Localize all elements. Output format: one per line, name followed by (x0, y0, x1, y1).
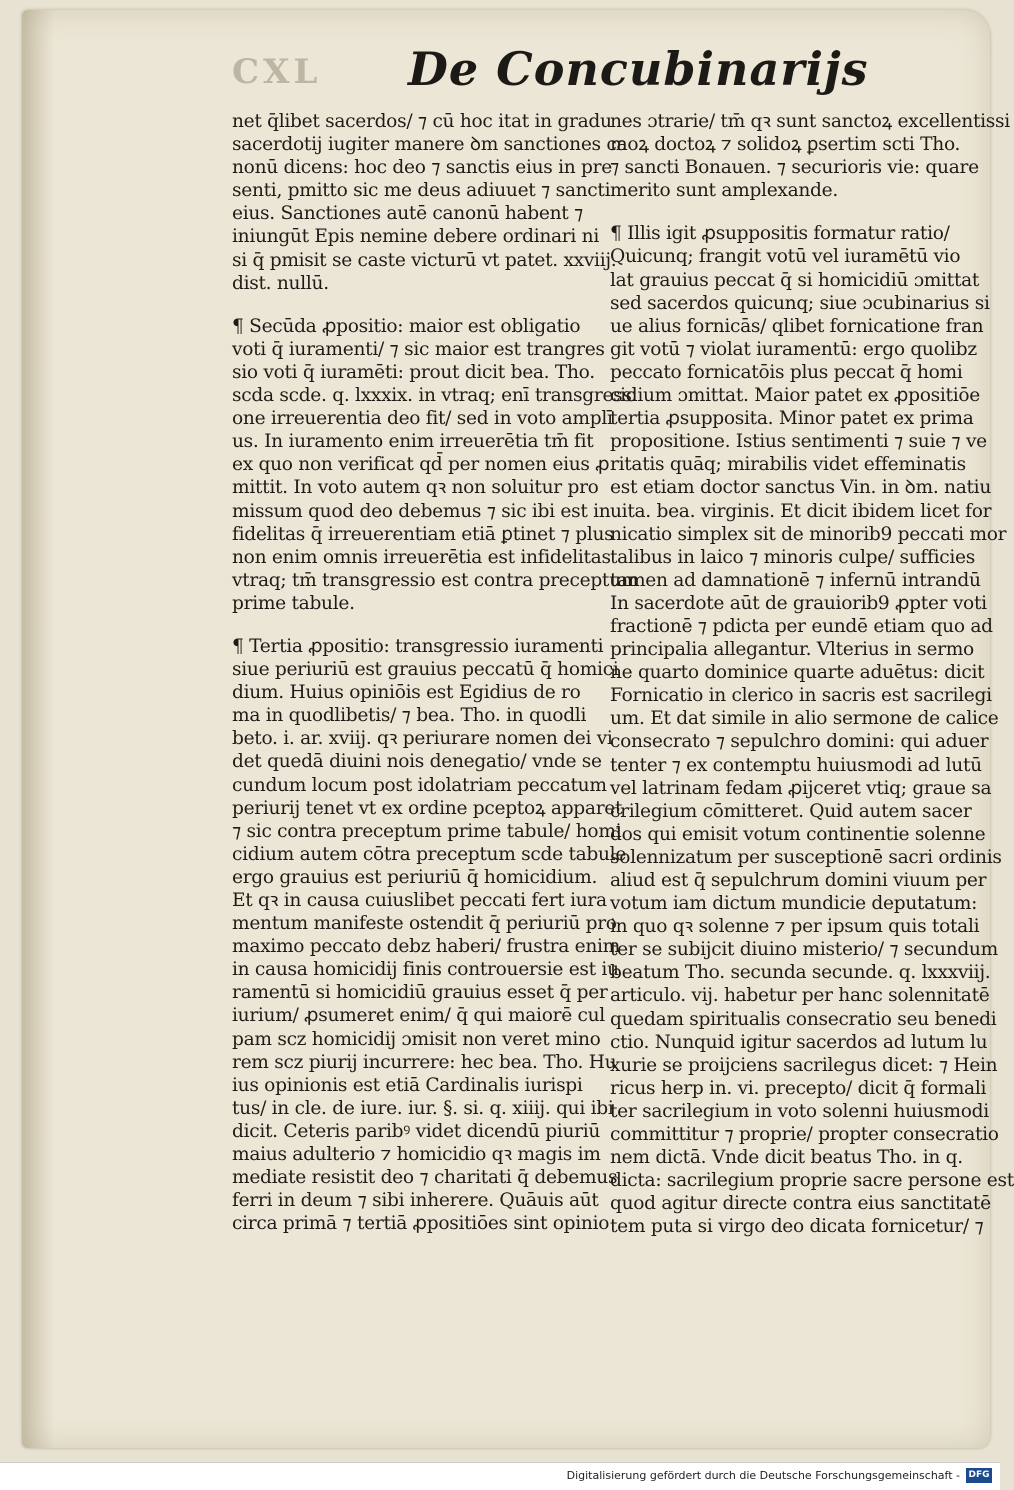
text-line: ¶ Illis igit ꝓsuppositis formatur ratio/ (610, 223, 950, 245)
text-line: ⁊ sic contra preceptum prime tabule/ homi (232, 820, 622, 842)
text-line: dium. Huius opiniōis est Egidius de ro (232, 682, 581, 704)
text-line: nes ɔtrarie/ tm̄ qꝛ sunt sanctoꝝ excellentissi (610, 111, 1010, 132)
text-line: siue periuriū est grauius peccatū q̄ homici (232, 659, 619, 681)
paragraph (232, 315, 639, 615)
text-line: consecrato ⁊ sepulchro domini: qui aduer (610, 731, 989, 753)
text-line: solennizatum per susceptionē sacri ordinis (610, 846, 1002, 868)
text-line: cundum locum post idolatriam peccatum (232, 774, 607, 796)
text-line: mediate resistit deo ⁊ charitati q̄ debemus (232, 1167, 618, 1189)
text-line: rem scz piurij incurrere: hec bea. Tho. Hu (232, 1051, 617, 1073)
text-line: principalia allegantur. Vlterius in sermo (610, 639, 974, 661)
text-line: maximo peccato debz haberi/ frustra enim (232, 936, 620, 958)
text-line: nem dictā. Vnde dicit beatus Tho. in q. (610, 1147, 963, 1169)
text-line: quedam spiritualis consecratio seu benedi (610, 1008, 997, 1030)
text-line: in quo qꝛ solenne ⁊ per ipsum quis totali (610, 916, 980, 938)
text-line: net q̄libet sacerdos/ ⁊ cū hoc itat in gradu (232, 111, 612, 132)
text-line: cidium autem cōtra preceptum scde tabule (232, 843, 627, 865)
text-line: xurie se proijciens sacrilegus dicet: ⁊ Hein (610, 1054, 998, 1076)
text-line: fractionē ⁊ pdicta per eundē etiam quo ad (610, 615, 993, 637)
text-line: lat grauius peccat q̄ si homicidiū ɔmittat (610, 269, 980, 291)
text-line: crilegium cōmitteret. Quid autem sacer (610, 800, 972, 822)
text-line: merito sunt amplexande. (610, 180, 838, 202)
text-line: one irreuerentia deo fit/ sed in voto amplī (232, 408, 613, 430)
text-line: dos qui emisit votum continentie solenne (610, 823, 986, 845)
text-line: Et qꝛ in causa cuiuslibet peccati fert iura (232, 890, 607, 911)
text-line: talibus in laico ⁊ minoris culpe/ sufficies (610, 546, 975, 568)
text-line: Quicunq; frangit votū vel iuramētū vio (610, 246, 961, 268)
text-line: iurium/ ꝓsumeret enim/ q̄ qui maiorē cul (232, 1005, 605, 1027)
text-line: tem puta si virgo deo dicata fornicetur/ ⁊ (610, 1216, 984, 1238)
folio-number: CXL (232, 52, 322, 92)
text-line: git votū ⁊ violat iuramentū: ergo quolibz (610, 338, 977, 360)
text-line: scda scde. q. lxxxix. in vtraq; enī transgressi (232, 385, 638, 407)
text-line: sacerdotij iugiter manere ꝺm sanctiones ca (232, 134, 628, 156)
text-line: sio voti q̄ iuramēti: prout dicit bea. Tho. (232, 361, 595, 383)
text-line: periurij tenet vt ex ordine pceptoꝝ apparet (232, 797, 623, 819)
text-line: pam scz homicidij ɔmisit non veret mino (232, 1028, 601, 1050)
paragraph (232, 110, 628, 295)
page-gutter-shadow (22, 10, 54, 1448)
dfg-logo: DFG (966, 1468, 992, 1483)
text-line: voti q̄ iuramenti/ ⁊ sic maior est trangres (232, 338, 605, 360)
text-line: ue alius fornicās/ qlibet fornicatione fran (610, 315, 984, 337)
text-line: tus/ in cle. de iure. iur. §. si. q. xiiij. qui ibi (232, 1097, 614, 1119)
text-line: ramentū si homicidiū grauius esset q̄ per (232, 982, 608, 1004)
text-line: ter se subijcit diuino misterio/ ⁊ secundum (610, 939, 998, 961)
text-line: fidelitas q̄ irreuerentiam etiā ꝑtinet ⁊ plus (232, 523, 614, 545)
text-line: moꝝ doctoꝝ ⁊ solidoꝝ ꝑsertim scti Tho. (610, 134, 961, 156)
text-line: ex quo non verificat qd̄ per nomen eius ꝓ (232, 454, 610, 476)
text-line: um. Et dat simile in alio sermone de calice (610, 708, 999, 730)
text-line: In sacerdote aūt de grauiorib9 ꝓpter voti (610, 592, 987, 614)
text-line: ius opinionis est etiā Cardinalis iurispi (232, 1074, 583, 1096)
text-line: non enim omnis irreuerētia est infidelitas (232, 546, 611, 568)
text-line: beatum Tho. secunda secunde. q. lxxxviij. (610, 962, 991, 984)
text-line: peccato fornicatōis plus peccat q̄ homi (610, 361, 963, 383)
paragraph (610, 222, 1014, 1238)
text-line: ma in quodlibetis/ ⁊ bea. Tho. in quodli (232, 705, 587, 727)
text-line: dicta: sacrilegium proprie sacre persone est (610, 1170, 1014, 1192)
text-line: tamen ad damnationē ⁊ infernū intrandū (610, 569, 981, 591)
left-column (232, 110, 639, 1255)
text-line: ricus herp in. vi. precepto/ dicit q̄ formali (610, 1077, 987, 1099)
text-line: Fornicatio in clerico in sacris est sacrilegi (610, 685, 992, 707)
right-column (610, 110, 1014, 1259)
text-line: dicit. Ceteris paribꝰ videt dicendū piuriū (232, 1120, 601, 1142)
text-line: us. In iuramento enim irreuerētia tm̄ fit (232, 431, 594, 453)
paragraph (610, 110, 1010, 202)
text-line: est etiam doctor sanctus Vin. in ꝺm. natiu (610, 477, 991, 499)
text-line: tenter ⁊ ex contemptu huiusmodi ad lutū (610, 754, 982, 776)
text-line: votum iam dictum mundicie deputatum: (610, 893, 978, 915)
paragraph (232, 635, 627, 1235)
text-line: nicatio simplex sit de minorib9 peccati mor (610, 523, 1007, 545)
text-line: uita. bea. virginis. Et dicit ibidem licet for (610, 500, 992, 522)
text-line: beto. i. ar. xviij. qꝛ periurare nomen dei vi (232, 728, 613, 750)
text-line: ⁊ sancti Bonauen. ⁊ securioris vie: quare (610, 157, 979, 179)
running-head: De Concubinarijs (408, 42, 869, 96)
text-line: circa primā ⁊ tertiā ꝓpositiōes sint opinio (232, 1213, 610, 1235)
text-line: ¶ Secūda ꝓpositio: maior est obligatio (232, 315, 581, 337)
text-line: missum quod deo debemus ⁊ sic ibi est in (232, 500, 611, 522)
text-line: propositione. Istius sentimenti ⁊ suie ⁊ ve (610, 431, 987, 453)
text-line: ter sacrilegium in voto solenni huiusmodi (610, 1100, 989, 1122)
text-line: aliud est q̄ sepulchrum domini viuum per (610, 870, 987, 891)
text-line: nonū dicens: hoc deo ⁊ sanctis eius in pre (232, 157, 612, 179)
text-line: sed sacerdos quicunq; siue ɔcubinarius si (610, 292, 990, 314)
text-line: eius. Sanctiones autē canonū habent ⁊ (232, 203, 583, 225)
text-line: si q̄ pmisit se caste victurū vt patet. xxviij. (232, 249, 617, 271)
text-line: iniungūt Epis nemine debere ordinari ni (232, 226, 599, 248)
text-line: in causa homicidij finis controuersie est iu (232, 959, 619, 981)
text-line: ne quarto dominice quarte aduētus: dicit (610, 662, 985, 684)
text-line: articulo. vij. habetur per hanc solennitatē (610, 985, 990, 1007)
footer-credit-text: Digitalisierung gefördert durch die Deutsche Forschungsgemeinschaft - (566, 1469, 960, 1482)
text-line: maius adulterio ⁊ homicidio qꝛ magis im (232, 1144, 601, 1166)
text-line: cidium ɔmittat. Maior patet ex ꝓpositiōe (610, 385, 980, 407)
digitization-footer (0, 1462, 1000, 1490)
text-line: det quedā diuini nois denegatio/ vnde se (232, 751, 602, 773)
text-line: dist. nullū. (232, 272, 329, 294)
text-line: ¶ Tertia ꝓpositio: transgressio iuramenti (232, 635, 604, 657)
text-line: tertia ꝓsupposita. Minor patet ex prima (610, 408, 974, 430)
text-line: ritatis quāq; mirabilis videt effeminatis (610, 454, 966, 476)
text-line: quod agitur directe contra eius sanctitatē (610, 1193, 991, 1215)
text-line: ergo grauius est periuriū q̄ homicidium. (232, 866, 598, 888)
text-line: vel latrinam fedam ꝓijceret vtiq; graue sa (610, 777, 992, 799)
text-line: vtraq; tm̄ transgressio est contra preceptum (232, 569, 639, 591)
text-line: mentum manifeste ostendit q̄ periuriū pro (232, 913, 617, 935)
text-line: mittit. In voto autem qꝛ non soluitur pro (232, 477, 599, 499)
text-line: committitur ⁊ proprie/ propter consecratio (610, 1124, 999, 1146)
text-line: senti, pmitto sic me deus adiuuet ⁊ sancti (232, 180, 611, 202)
text-line: ferri in deum ⁊ sibi inherere. Quāuis aūt (232, 1190, 599, 1212)
text-line: prime tabule. (232, 592, 355, 614)
text-line: ctio. Nunquid igitur sacerdos ad lutum lu (610, 1031, 988, 1053)
